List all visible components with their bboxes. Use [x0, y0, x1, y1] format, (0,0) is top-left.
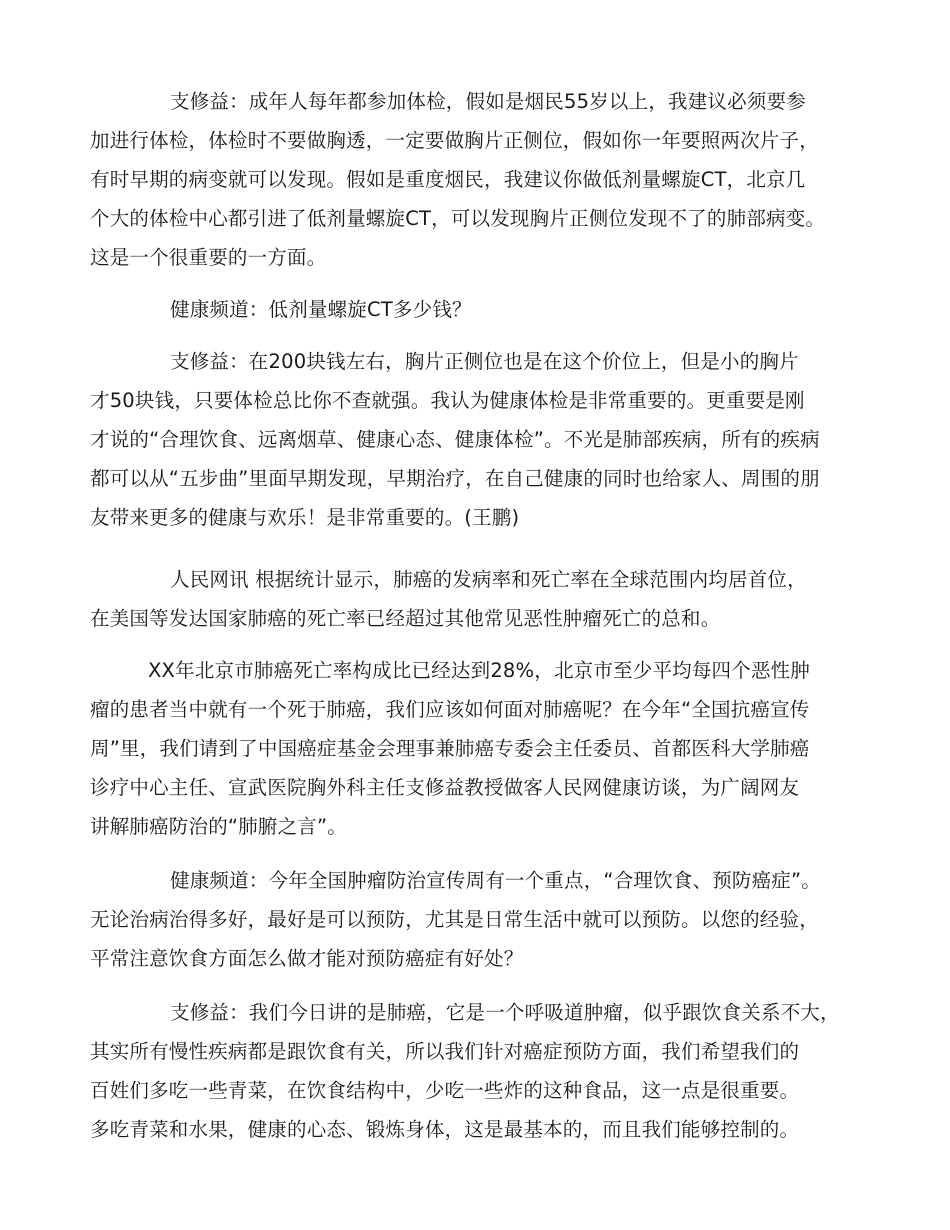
paragraph-5-line-5: 讲解肺癌防治的“肺腑之言”。	[90, 815, 348, 838]
paragraph-3-line-3: 才说的“合理饮食、远离烟草、健康心态、健康体检”。不光是肺部疾病，所有的疾病	[90, 428, 820, 451]
paragraph-5-line-3: 周”里，我们请到了中国癌症基金会理事兼肺癌专委会主任委员、首都医科大学肺癌	[90, 737, 810, 760]
paragraph-3-line-1: 支修益：在200块钱左右，胸片正侧位也是在这个价位上，但是小的胸片	[170, 350, 799, 373]
paragraph-7-line-1: 支修益：我们今日讲的是肺癌，它是一个呼吸道肿瘤，似乎跟饮食关系不大，	[170, 1001, 840, 1024]
paragraph-3-line-2: 才50块钱，只要体检总比你不查就强。我认为健康体检是非常重要的。更重要是刚	[90, 389, 805, 412]
paragraph-5-line-1: XX年北京市肺癌死亡率构成比已经达到28%，北京市至少平均每四个恶性肿	[148, 659, 811, 682]
paragraph-1-line-2: 加进行体检，体检时不要做胸透，一定要做胸片正侧位，假如你一年要照两次片子，	[90, 129, 819, 152]
paragraph-1-line-4: 个大的体检中心都引进了低剂量螺旋CT，可以发现胸片正侧位发现不了的肺部病变。	[90, 207, 826, 230]
paragraph-1-line-5: 这是一个很重要的一方面。	[90, 246, 327, 269]
paragraph-3-line-5: 友带来更多的健康与欢乐！是非常重要的。(王鹏)	[90, 506, 520, 529]
paragraph-5-line-4: 诊疗中心主任、宣武医院胸外科主任支修益教授做客人民网健康访谈，为广阔网友	[90, 776, 800, 799]
paragraph-6-line-1: 健康频道：今年全国肿瘤防治宣传周有一个重点，“合理饮食、预防癌症”。	[170, 869, 822, 892]
paragraph-4-line-2: 在美国等发达国家肺癌的死亡率已经超过其他常见恶性肿瘤死亡的总和。	[90, 607, 721, 630]
paragraph-1-line-1: 支修益：成年人每年都参加体检，假如是烟民55岁以上，我建议必须要参	[170, 90, 806, 113]
paragraph-6-line-3: 平常注意饮食方面怎么做才能对预防癌症有好处？	[90, 947, 524, 970]
paragraph-2-line-1: 健康频道：低剂量螺旋CT多少钱？	[170, 298, 472, 321]
paragraph-7-line-4: 多吃青菜和水果，健康的心态、锻炼身体，这是最基本的，而且我们能够控制的。	[90, 1118, 800, 1141]
paragraph-7-line-3: 百姓们多吃一些青菜，在饮食结构中，少吃一些炸的这种食品，这一点是很重要。	[90, 1079, 800, 1102]
paragraph-7-line-2: 其实所有慢性疾病都是跟饮食有关，所以我们针对癌症预防方面，我们希望我们的	[90, 1040, 800, 1063]
paragraph-3-line-4: 都可以从“五步曲”里面早期发现，早期治疗，在自己健康的同时也给家人、周围的朋	[90, 467, 820, 490]
paragraph-1-line-3: 有时早期的病变就可以发现。假如是重度烟民，我建议你做低剂量螺旋CT，北京几	[90, 168, 806, 191]
paragraph-6-line-2: 无论治病治得多好，最好是可以预防，尤其是日常生活中就可以预防。以您的经验，	[90, 908, 819, 931]
paragraph-4-line-1: 人民网讯 根据统计显示，肺癌的发病率和死亡率在全球范围内均居首位，	[170, 568, 807, 591]
paragraph-5-line-2: 瘤的患者当中就有一个死于肺癌，我们应该如何面对肺癌呢？在今年“全国抗癌宣传	[90, 698, 810, 721]
